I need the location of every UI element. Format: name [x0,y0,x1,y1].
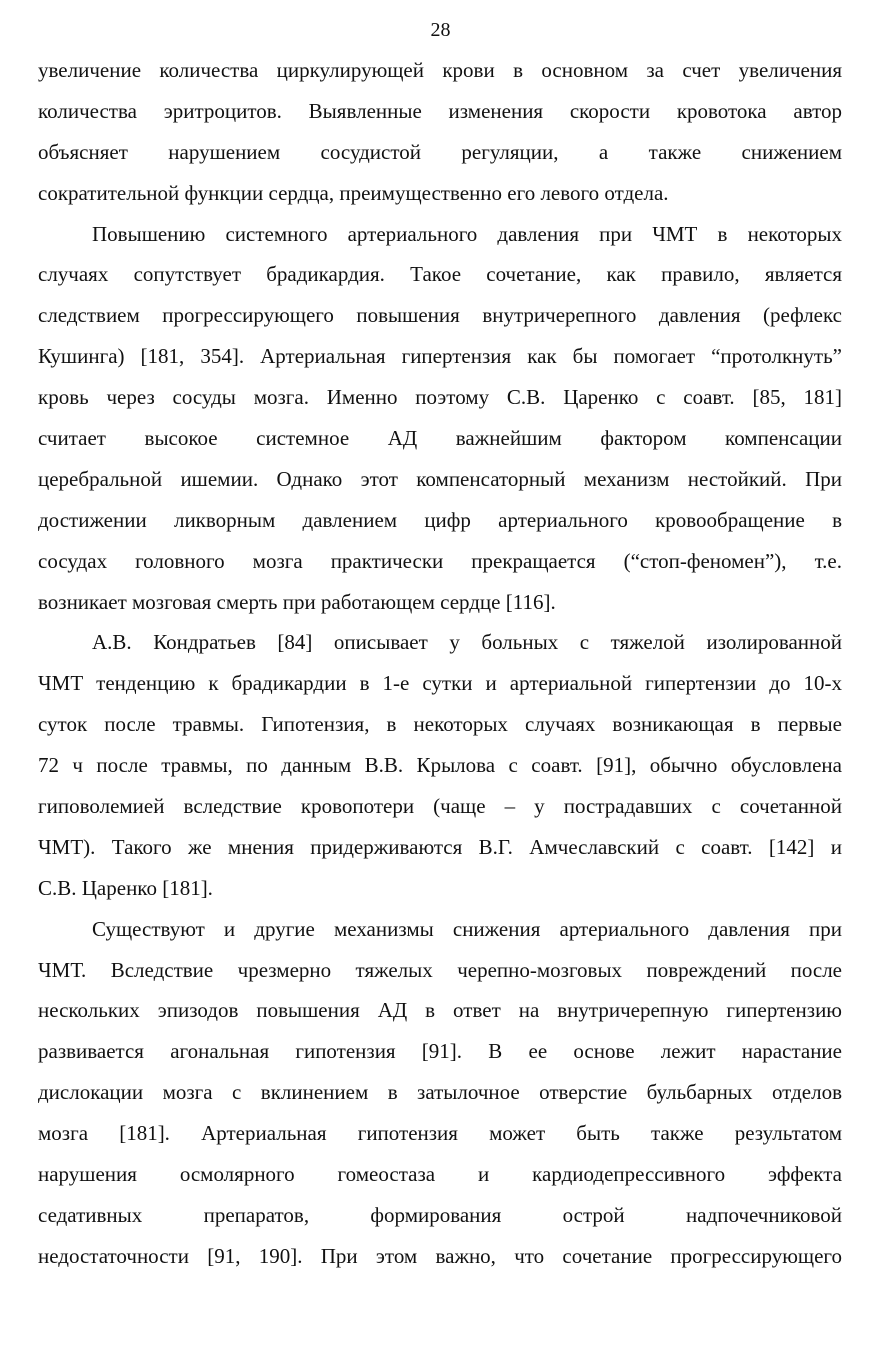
document-body [38,50,842,1277]
text-line: достижении ликворным давлением цифр артериального кровообращение в [38,507,842,532]
text-line: 72 ч после травмы, по данным В.В. Крылова с соавт. [91], обычно обусловлена [38,753,842,778]
text-line: дислокации мозга с вклинением в затылочное отверстие бульбарных отделов [38,1080,842,1105]
text-line: возникает мозговая смерть при работающем сердце [116]. [38,589,556,614]
text-line: гиповолемией вследствие кровопотери (чаще – у пострадавших с сочетанной [38,794,842,819]
text-line: ЧМТ. Вследствие чрезмерно тяжелых черепно-мозговых повреждений после [38,957,842,982]
text-line: случаях сопутствует брадикардия. Такое сочетание, как правило, является [38,262,842,287]
text-line: Существуют и другие механизмы снижения артериального давления при [92,916,842,941]
text-line: Кушинга) [181, 354]. Артериальная гипертензия как бы помогает “протолкнуть” [38,344,842,369]
text-line: количества эритроцитов. Выявленные изменения скорости кровотока автор [38,98,842,123]
text-line: седативных препаратов, формирования острой надпочечниковой [38,1202,842,1227]
text-line: ЧМТ). Такого же мнения придерживаются В.Г. Амчеславский с соавт. [142] и [38,834,842,859]
text-line: А.В. Кондратьев [84] описывает у больных с тяжелой изолированной [92,630,842,655]
text-line: суток после травмы. Гипотензия, в некоторых случаях возникающая в первые [38,712,842,737]
text-line: Повышению системного артериального давления при ЧМТ в некоторых [92,221,842,246]
text-line: мозга [181]. Артериальная гипотензия может быть также результатом [38,1121,842,1146]
paragraph-4 [38,909,842,1277]
text-line: развивается агональная гипотензия [91]. В ее основе лежит нарастание [38,1039,842,1064]
text-line: недостаточности [91, 190]. При этом важно, что сочетание прогрессирующего [38,1243,842,1268]
text-line: считает высокое системное АД важнейшим фактором компенсации [38,426,842,451]
paragraph-2 [38,214,842,623]
text-line: сосудах головного мозга практически прекращается (“стоп-феномен”), т.е. [38,548,842,573]
text-line: объясняет нарушением сосудистой регуляции, а также снижением [38,139,842,164]
page-number: 28 [430,19,451,41]
text-line: увеличение количества циркулирующей крови в основном за счет увеличения [38,58,842,82]
text-line: сократительной функции сердца, преимущественно его левого отдела. [38,180,669,205]
text-line: церебральной ишемии. Однако этот компенсаторный механизм нестойкий. При [38,466,842,491]
text-line: следствием прогрессирующего повышения внутричерепного давления (рефлекс [38,303,842,328]
text-line: нескольких эпизодов повышения АД в ответ на внутричерепную гипертензию [38,998,842,1023]
text-line: кровь через сосуды мозга. Именно поэтому С.В. Царенко с соавт. [85, 181] [38,385,842,410]
text-line: С.В. Царенко [181]. [38,875,213,900]
paragraph-1 [38,50,842,214]
paragraph-3 [38,622,842,908]
text-line: нарушения осмолярного гомеостаза и кардиодепрессивного эффекта [38,1162,842,1187]
text-line: ЧМТ тенденцию к брадикардии в 1-е сутки и артериальной гипертензии до 10-х [38,671,842,696]
